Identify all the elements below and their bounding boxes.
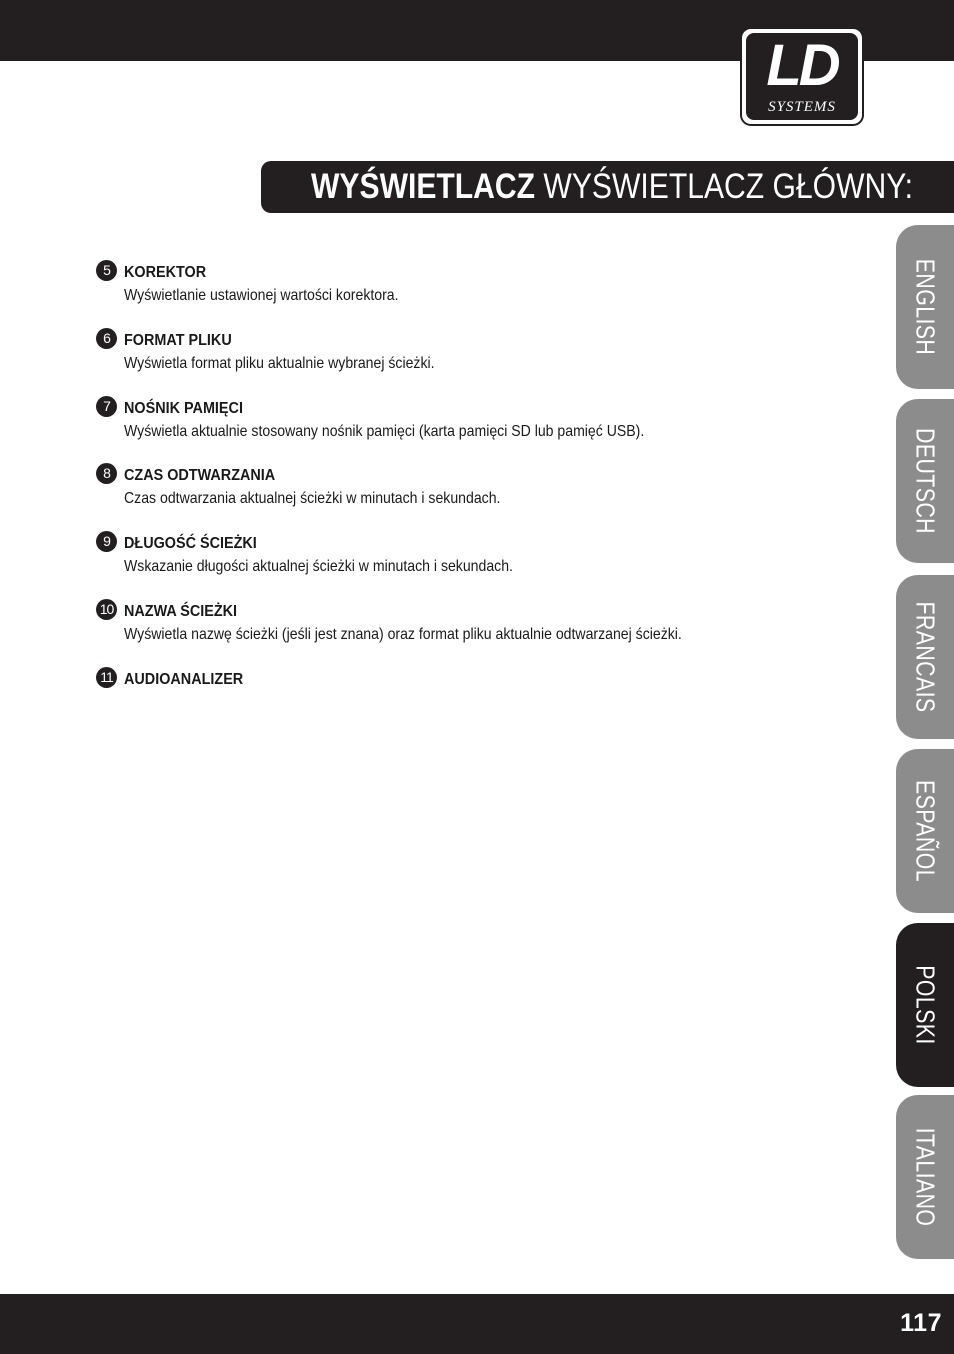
item-description: Wskazanie długości aktualnej ścieżki w minutach i sekundach.	[124, 558, 513, 575]
number-badge: 11	[96, 667, 117, 688]
logo-badge	[746, 33, 858, 120]
item-title: CZAS ODTWARZANIA	[124, 467, 276, 484]
item-title: KOREKTOR	[124, 264, 207, 281]
number-badge: 6	[96, 328, 117, 349]
item-title: DŁUGOŚĆ ŚCIEŻKI	[124, 535, 257, 552]
page-number: 117	[900, 1309, 942, 1337]
ld-systems-logo	[740, 27, 864, 126]
tab-italiano[interactable]	[896, 1095, 954, 1259]
item-description: Czas odtwarzania aktualnej ścieżki w minutach i sekundach.	[124, 490, 501, 507]
item-title: AUDIOANALIZER	[124, 671, 244, 688]
number-badge: 5	[96, 260, 117, 281]
item-title: FORMAT PLIKU	[124, 332, 232, 349]
title-light: WYŚWIETLACZ GŁÓWNY:	[543, 167, 914, 206]
number-badge: 10	[96, 599, 117, 620]
number-badge: 9	[96, 531, 117, 552]
tab-label: ITALIANO	[910, 1127, 941, 1227]
number-badge: 8	[96, 463, 117, 484]
tab-francais[interactable]	[896, 575, 954, 739]
bottom-bar	[0, 1294, 954, 1354]
number-badge: 7	[96, 396, 117, 417]
item-description: Wyświetla nazwę ścieżki (jeśli jest znana) oraz format pliku aktualnie odtwarzanej ścieżki.	[124, 626, 682, 643]
tab-espanol[interactable]	[896, 749, 954, 913]
tab-english[interactable]	[896, 225, 954, 389]
item-description: Wyświetla format pliku aktualnie wybranej ścieżki.	[124, 355, 435, 372]
title-bold: WYŚWIETLACZ	[311, 167, 536, 206]
tab-label: POLSKI	[910, 965, 941, 1045]
tab-label: ESPAÑOL	[910, 779, 941, 883]
item-title: NOŚNIK PAMIĘCI	[124, 400, 243, 417]
tab-deutsch[interactable]	[896, 399, 954, 563]
logo-main-text: LD	[766, 33, 838, 98]
tab-polski[interactable]	[896, 923, 954, 1087]
item-description: Wyświetlanie ustawionej wartości korektora.	[124, 287, 399, 304]
logo-sub-text: SYSTEMS	[768, 99, 836, 115]
tab-label: FRANCAIS	[910, 601, 941, 713]
item-description: Wyświetla aktualnie stosowany nośnik pamięci (karta pamięci SD lub pamięć USB).	[124, 423, 645, 440]
section-title-bar	[261, 161, 954, 213]
tab-label: DEUTSCH	[910, 428, 941, 534]
item-title: NAZWA ŚCIEŻKI	[124, 603, 238, 620]
tab-label: ENGLISH	[910, 258, 941, 356]
page-title	[311, 167, 913, 207]
